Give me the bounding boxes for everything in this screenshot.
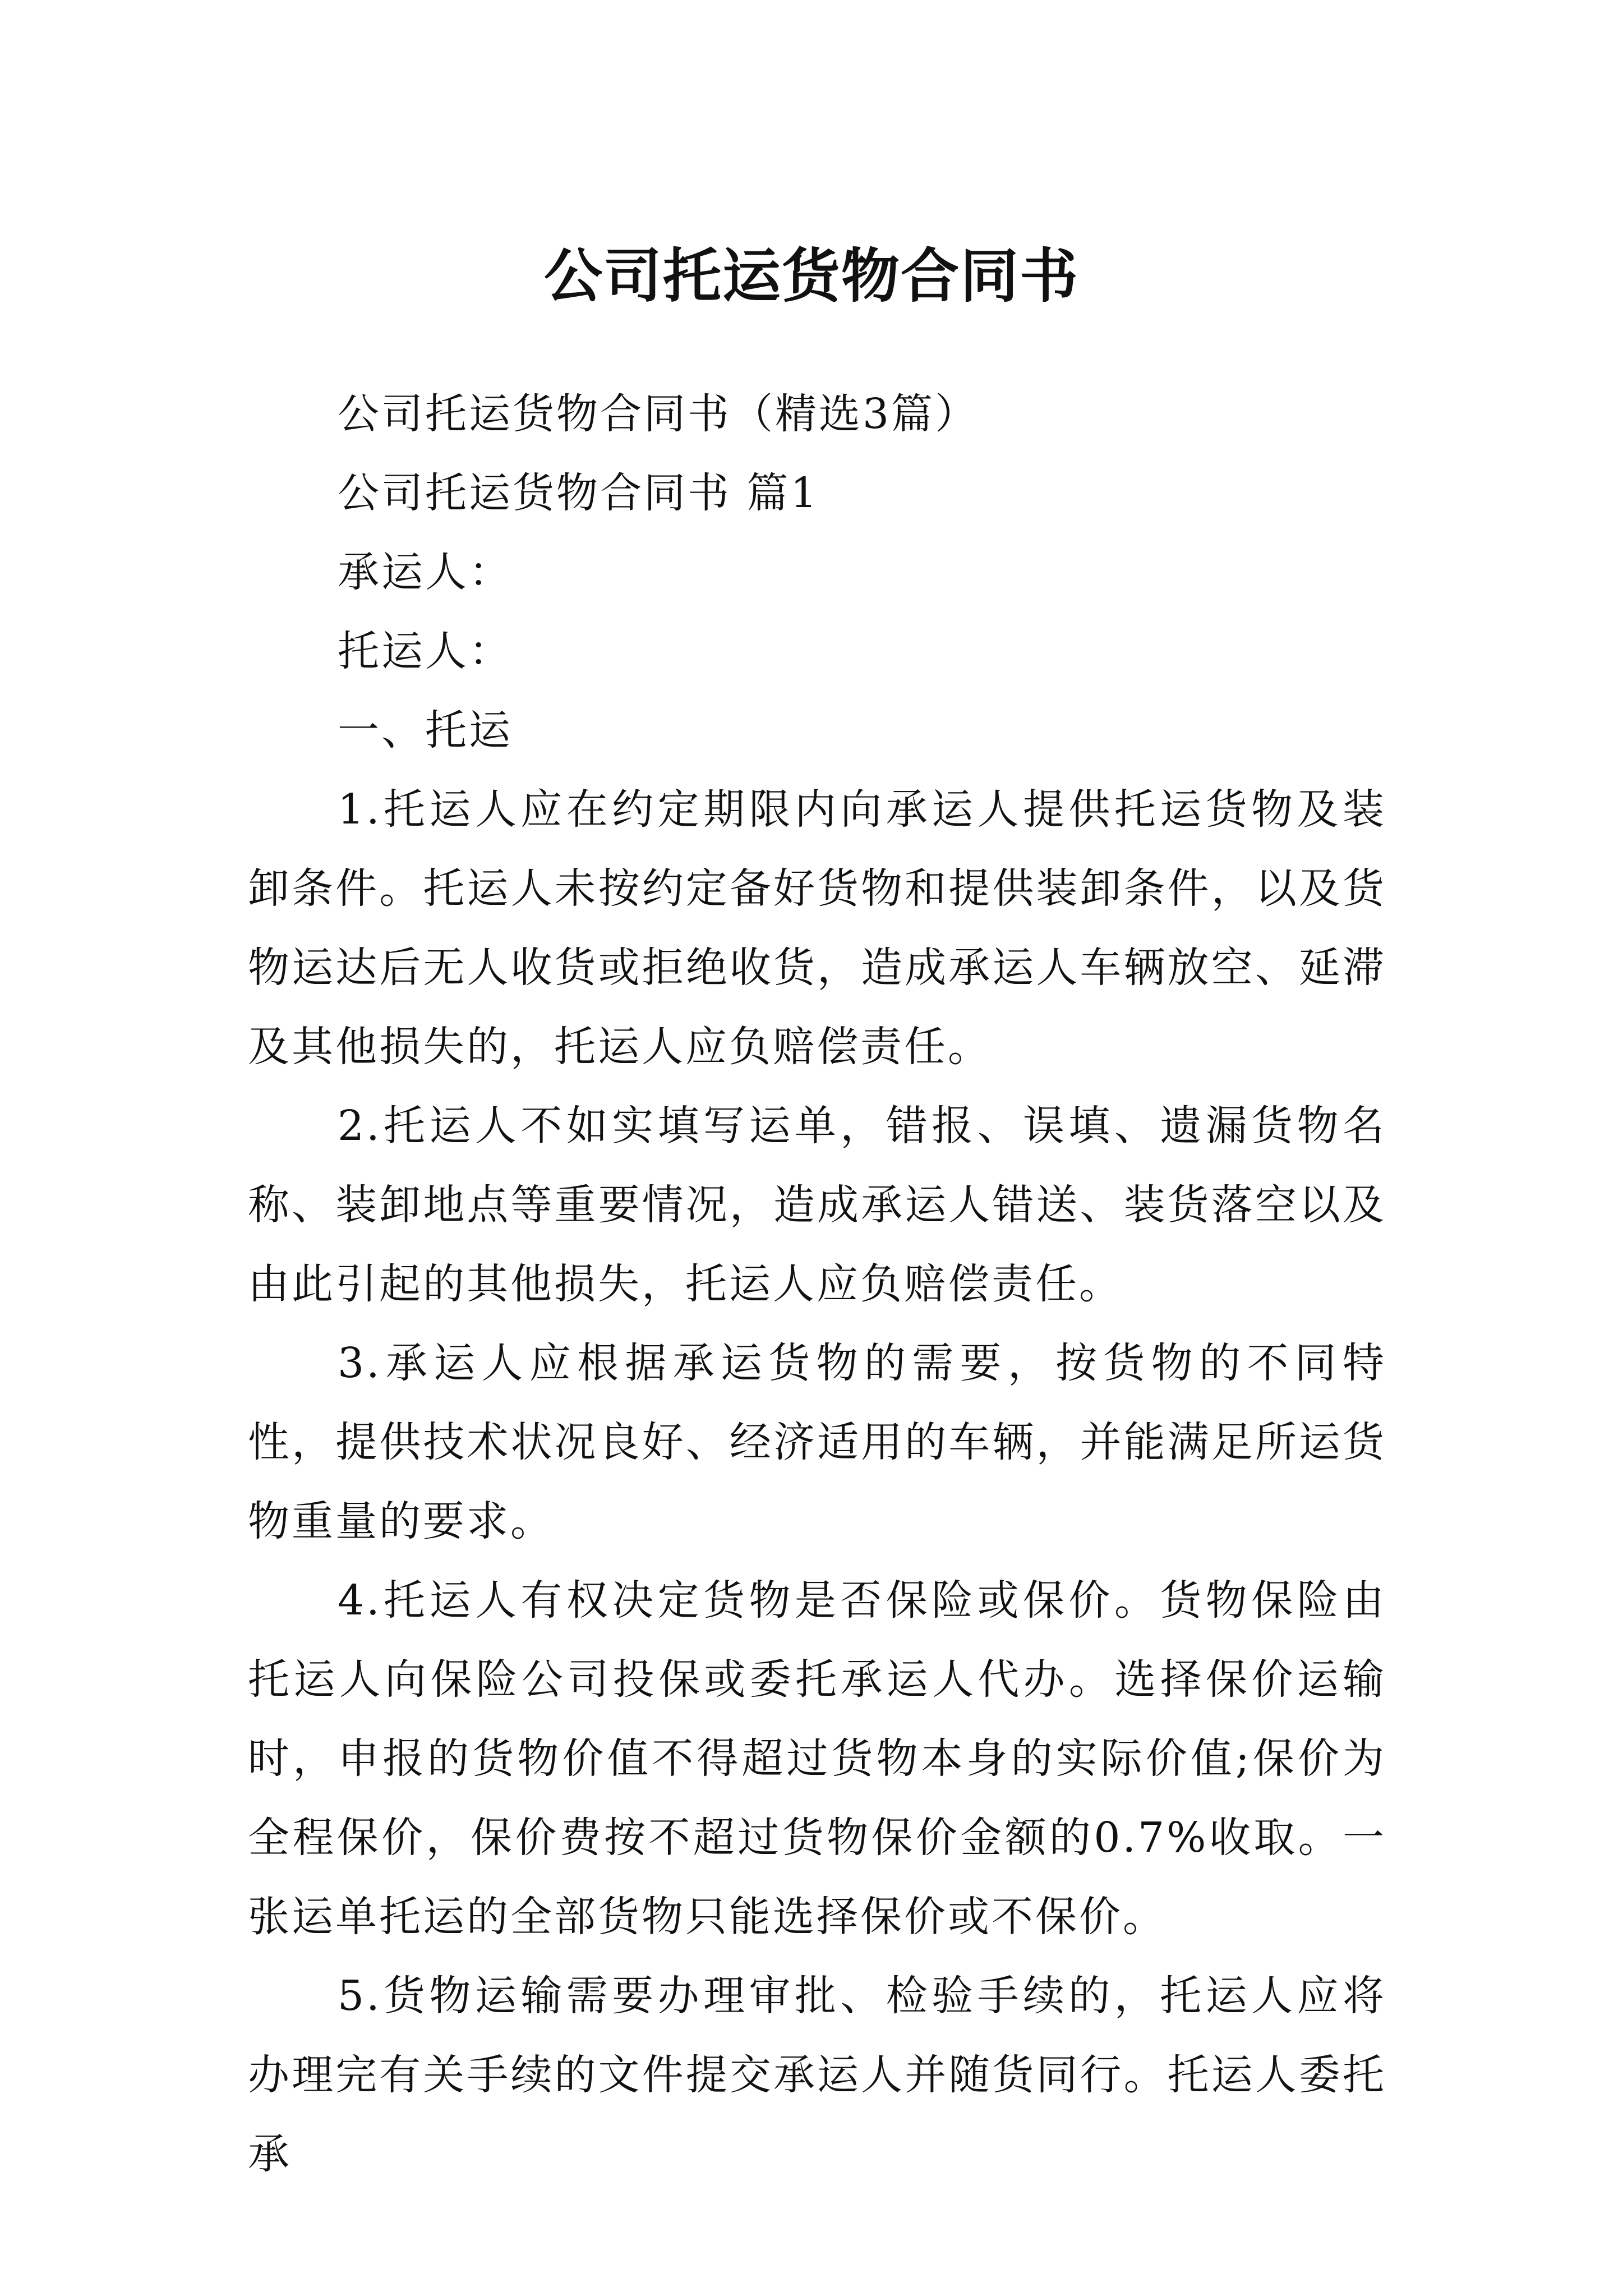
paragraph-section-heading: 公司托运货物合同书 篇1 [338, 469, 819, 517]
paragraph-clause-1: 1.托运人应在约定期限内向承运人提供托运货物及装卸条件。托运人未按约定备好货物和提供装卸条件，以及货物运达后无人收货或拒绝收货，造成承运人车辆放空、延滞及其他损失的，托运人应负赔偿责任。 [248, 785, 1386, 1071]
paragraph-clause-5: 5.货物运输需要办理审批、检验手续的，托运人应将办理完有关手续的文件提交承运人并随货同行。托运人委托承 [248, 1972, 1386, 2178]
paragraph-clause-4: 4.托运人有权决定货物是否保险或保价。货物保险由托运人向保险公司投保或委托承运人代办。选择保价运输时，申报的货物价值不得超过货物本身的实际价值;保价为全程保价，保价费按不超过货物保价金额的0.7%收取。一张运单托运的全部货物只能选择保价或不保价。 [248, 1576, 1386, 1941]
document-body [248, 375, 1386, 2194]
paragraph-clause-2: 2.托运人不如实填写运单，错报、误填、遗漏货物名称、装卸地点等重要情况，造成承运人错送、装货落空以及由此引起的其他损失，托运人应负赔偿责任。 [248, 1102, 1386, 1308]
paragraph-carrier: 承运人： [338, 548, 513, 596]
paragraph-part-one: 一、托运 [338, 706, 513, 754]
paragraph-shipper: 托运人： [338, 627, 513, 675]
document-title: 公司托运货物合同书 [543, 241, 1079, 310]
paragraph-subtitle: 公司托运货物合同书（精选3篇） [338, 390, 979, 438]
paragraph-clause-3: 3.承运人应根据承运货物的需要，按货物的不同特性，提供技术状况良好、经济适用的车辆，并能满足所运货物重量的要求。 [248, 1339, 1386, 1545]
